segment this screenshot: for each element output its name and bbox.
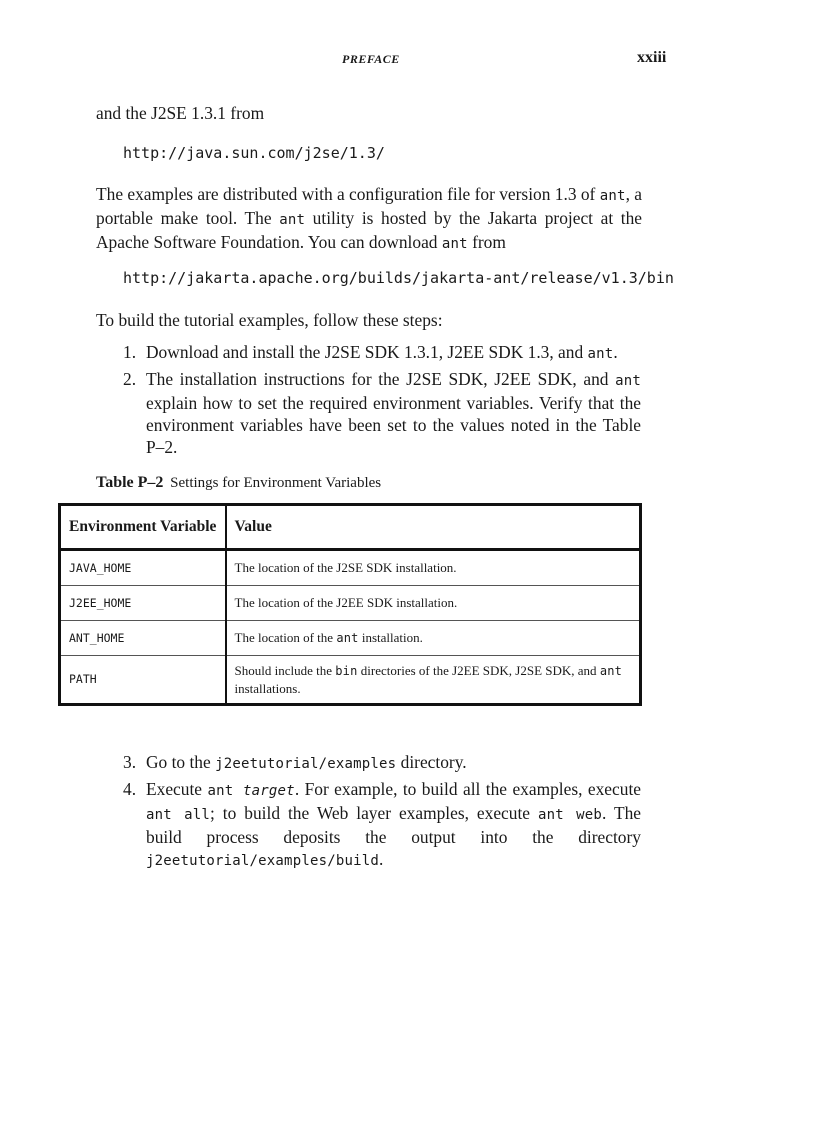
step-4 (123, 778, 641, 872)
step-code: ant (615, 373, 641, 389)
step-text: ; to build the Web layer examples, execute (210, 803, 538, 823)
step-code: j2eetutorial/examples (215, 756, 397, 772)
cell-text: directories of the J2EE SDK, J2SE SDK, and (357, 663, 600, 678)
step-number: 2. (123, 369, 137, 389)
ant-code: ant (279, 212, 306, 228)
table-cell-variable: J2EE_HOME (60, 586, 226, 621)
ant-url: http://jakarta.apache.org/builds/jakarta-ant/release/v1.3/bin (123, 269, 674, 287)
step-text: Go to the (146, 752, 216, 772)
cell-code: bin (335, 664, 358, 678)
step-text: . (378, 849, 384, 869)
running-head-title: PREFACE (342, 52, 400, 66)
table-cell-value: The location of the J2EE SDK installation. (226, 586, 641, 621)
step-code: j2eetutorial/examples/build (146, 853, 379, 869)
step-number: 1. (123, 342, 137, 362)
table-cell-value: The location of the J2SE SDK installation. (226, 550, 641, 586)
step-code: ant (207, 783, 244, 799)
step-text: . The build process deposits the output into the directory (146, 803, 642, 847)
table-row (60, 621, 641, 656)
step-text: The installation instructions for the J2SE SDK, J2EE SDK, and (146, 369, 616, 389)
table-cell-variable: JAVA_HOME (60, 550, 226, 586)
table-caption-label: Table P–2 (96, 474, 164, 491)
steps-list-2 (123, 751, 641, 875)
column-header-variable: Environment Variable (60, 505, 226, 550)
column-header-value: Value (226, 505, 641, 550)
ant-paragraph-text: The examples are distributed with a configuration file for version 1.3 of (96, 184, 600, 204)
cell-text: installations. (234, 681, 301, 696)
step-3 (123, 751, 641, 775)
step-code-italic: target (243, 783, 295, 799)
ant-code: ant (599, 188, 626, 204)
step-text: explain how to set the required environment variables. Verify that the environment variables have been set to the values noted in the Table P–2. (146, 393, 641, 457)
table-cell-variable: ANT_HOME (60, 621, 226, 656)
ant-paragraph-text: , a portable make tool. The (96, 184, 643, 228)
table-header-row (60, 505, 641, 550)
table-row (60, 586, 641, 621)
step-text: . For example, to build all the examples, execute (294, 779, 641, 799)
table-cell-value (226, 656, 641, 705)
cell-text: Should include the (234, 663, 336, 678)
running-head (0, 49, 816, 72)
step-code: ant (587, 346, 614, 362)
page-number: xxiii (637, 49, 667, 66)
cell-text: The location of the (234, 630, 337, 645)
steps-list-1 (123, 341, 641, 461)
cell-code: ant (336, 631, 359, 645)
j2se-url: http://java.sun.com/j2se/1.3/ (123, 144, 385, 162)
table-caption (96, 474, 381, 492)
cell-code: ant (599, 664, 623, 678)
step-code: ant all (146, 807, 211, 823)
step-number: 4. (123, 779, 137, 799)
ant-paragraph (96, 183, 642, 255)
step-text: . (613, 342, 618, 362)
step-text: Download and install the J2SE SDK 1.3.1, J2EE SDK 1.3, and (146, 342, 588, 362)
table-row (60, 656, 641, 705)
step-number: 3. (123, 752, 137, 772)
table-row (60, 550, 641, 586)
intro-paragraph: and the J2SE 1.3.1 from (96, 103, 265, 123)
env-variables-table (58, 503, 642, 706)
step-code: ant web (537, 807, 602, 823)
step-1 (123, 341, 641, 365)
step-2 (123, 368, 641, 458)
table-caption-text: Settings for Environment Variables (170, 475, 382, 491)
step-text: Execute (146, 779, 208, 799)
table-cell-variable: PATH (60, 656, 226, 705)
cell-text: installation. (358, 630, 423, 645)
ant-paragraph-text: utility is hosted by the Jakarta project at the Apache Software Foundation. You can download (96, 208, 643, 252)
ant-code: ant (441, 236, 468, 252)
ant-paragraph-text: from (467, 232, 506, 252)
steps-intro: To build the tutorial examples, follow these steps: (96, 310, 443, 330)
table-cell-value (226, 621, 641, 656)
step-text: directory. (396, 752, 467, 772)
